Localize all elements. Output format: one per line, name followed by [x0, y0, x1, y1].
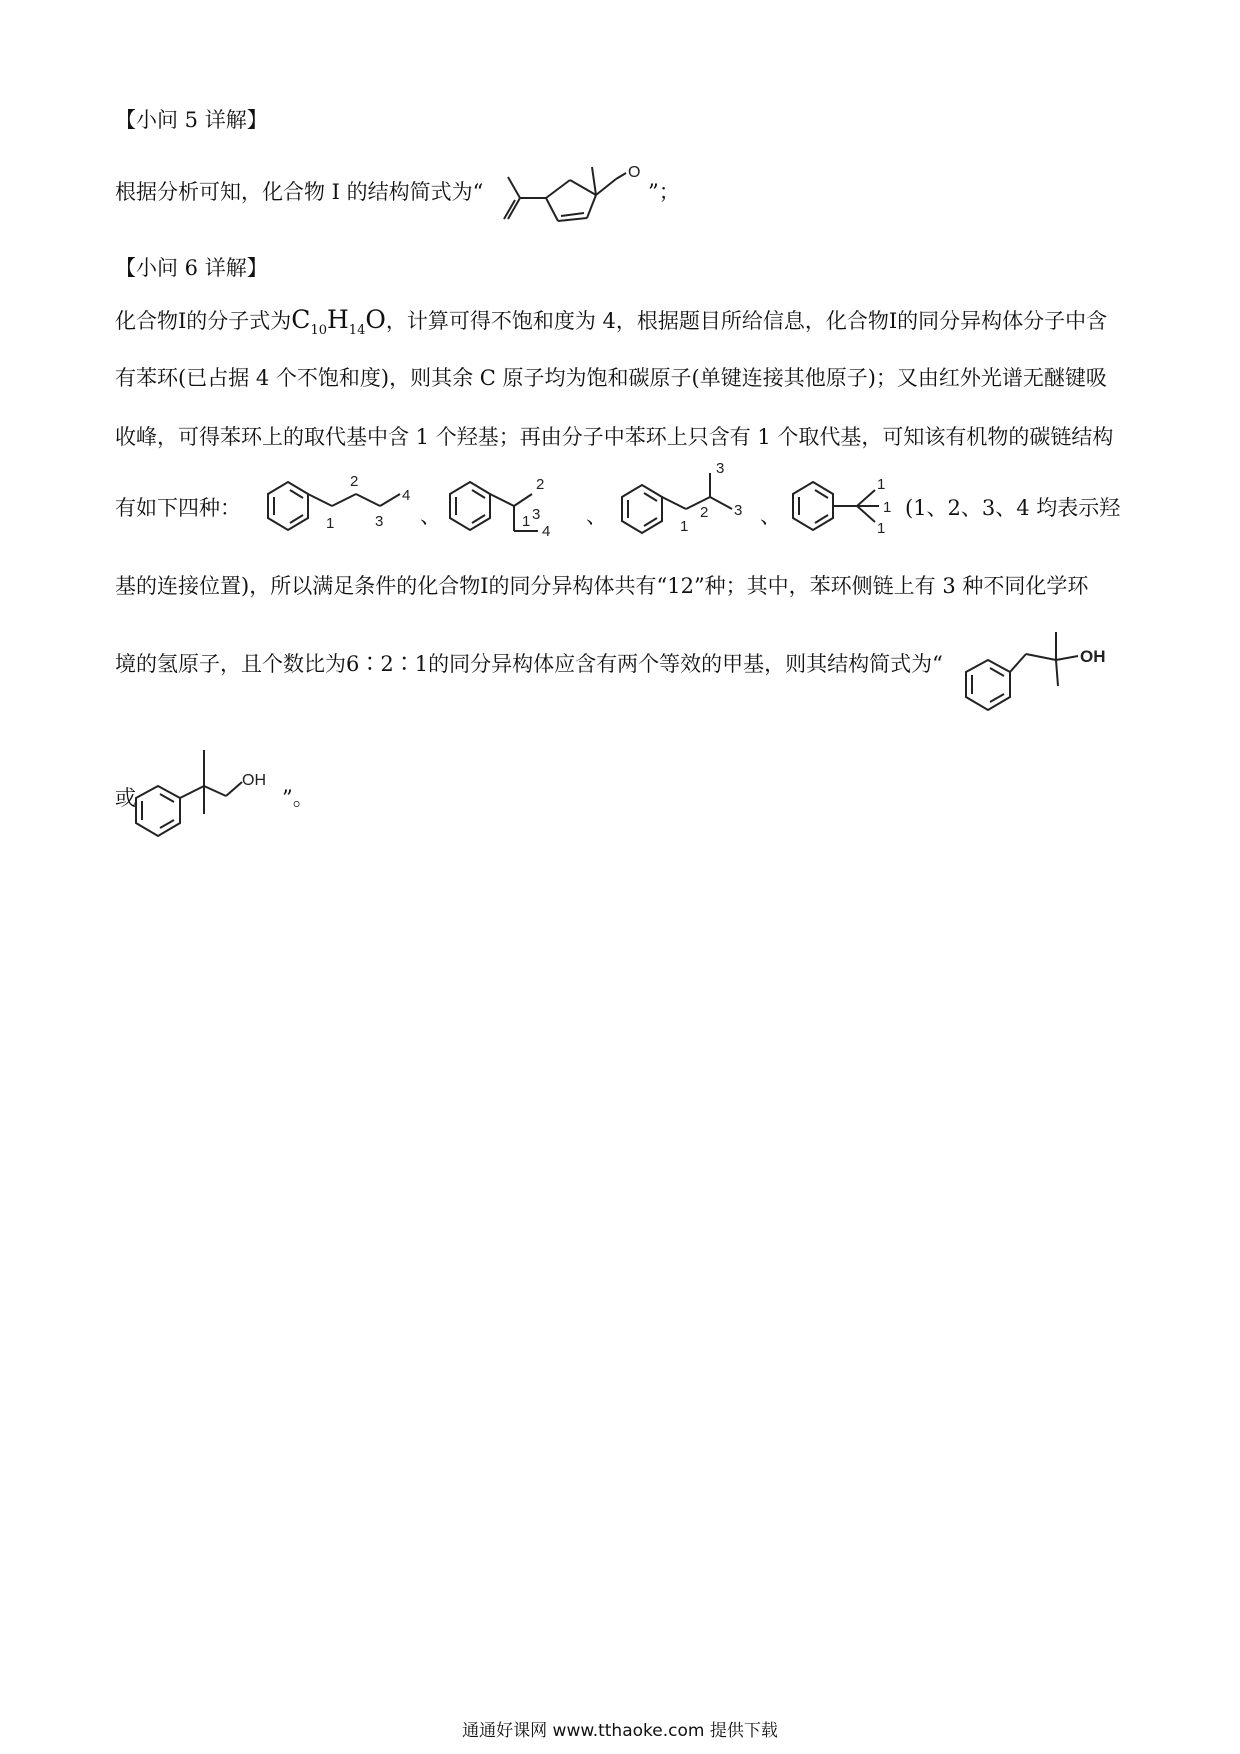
section6-line2: 有苯环(已占据 4 个不饱和度)，则其余 C 原子均为饱和碳原子(单键连接其他原子)；又由红外光谱无醚键吸: [115, 366, 1107, 390]
chain-structure-1: [250, 470, 420, 550]
line4-suffix: (1、2、3、4 均表示羟: [905, 496, 1121, 520]
chain-structure-4: [775, 465, 905, 550]
oh-label-b: OH: [242, 772, 266, 789]
s1-label-2: 2: [350, 473, 359, 490]
section5-heading: 【小问 5 详解】: [115, 108, 268, 132]
separator-1: 、: [420, 504, 441, 528]
aldehyde-o-label: O: [628, 164, 641, 181]
line7-suffix: ”。: [282, 786, 314, 810]
section5-sentence: [115, 176, 483, 208]
s2-label-3: 3: [532, 506, 541, 523]
isomer-structure-a: [958, 620, 1138, 720]
section6-line6: 境的氢原子，且个数比为6∶2∶1的同分异构体应含有两个等效的甲基，则其结构简式为“: [115, 652, 943, 676]
s2-label-2: 2: [536, 476, 545, 493]
chain-structure-3: [604, 455, 764, 550]
s2-label-4: 4: [542, 523, 551, 540]
s4-label-1a: 1: [877, 476, 886, 493]
section6-line5: 基的连接位置)，所以满足条件的化合物I的同分异构体共有“12”种；其中，苯环侧链上有 3 种不同化学环: [115, 574, 1089, 598]
separator-3: 、: [760, 504, 781, 528]
chain-structure-2: [432, 465, 592, 555]
s3-label-1: 1: [680, 518, 689, 535]
line4-prefix: 有如下四种：: [115, 496, 241, 520]
page-footer: 通通好课网 www.tthaoke.com 提供下载: [462, 1721, 778, 1741]
line7-prefix: 或: [115, 786, 136, 810]
s1-label-4: 4: [402, 487, 411, 504]
s1-label-1: 1: [326, 515, 335, 532]
section5-text-before: 根据分析可知，化合物 I 的结构简式为“: [115, 180, 484, 204]
s3-label-2: 2: [700, 504, 709, 521]
s3-label-3a: 3: [716, 460, 725, 477]
isomer-structure-b: [130, 730, 280, 840]
section6-line3: 收峰，可得苯环上的取代基中含 1 个羟基；再由分子中苯环上只含有 1 个取代基，可知该有机物的碳链结构: [115, 425, 1114, 449]
molecular-formula: $C_{10}H_{14}O$: [291, 305, 386, 338]
s1-label-3: 3: [375, 513, 384, 530]
s4-label-1c: 1: [877, 520, 886, 537]
section5-text-after: ”；: [648, 180, 680, 204]
s2-label-1: 1: [522, 513, 531, 530]
s4-label-1b: 1: [883, 499, 892, 516]
compound-i-structure: [500, 155, 650, 230]
oh-label-a: OH: [1080, 647, 1106, 666]
separator-2: 、: [586, 504, 607, 528]
line1-suffix: ，计算可得不饱和度为 4，根据题目所给信息，化合物I的同分异构体分子中含: [385, 309, 1108, 333]
s3-label-3b: 3: [734, 502, 743, 519]
line1-prefix: 化合物I的分子式为: [115, 309, 292, 333]
section6-line1: [115, 304, 1107, 347]
section6-heading: 【小问 6 详解】: [115, 256, 268, 280]
